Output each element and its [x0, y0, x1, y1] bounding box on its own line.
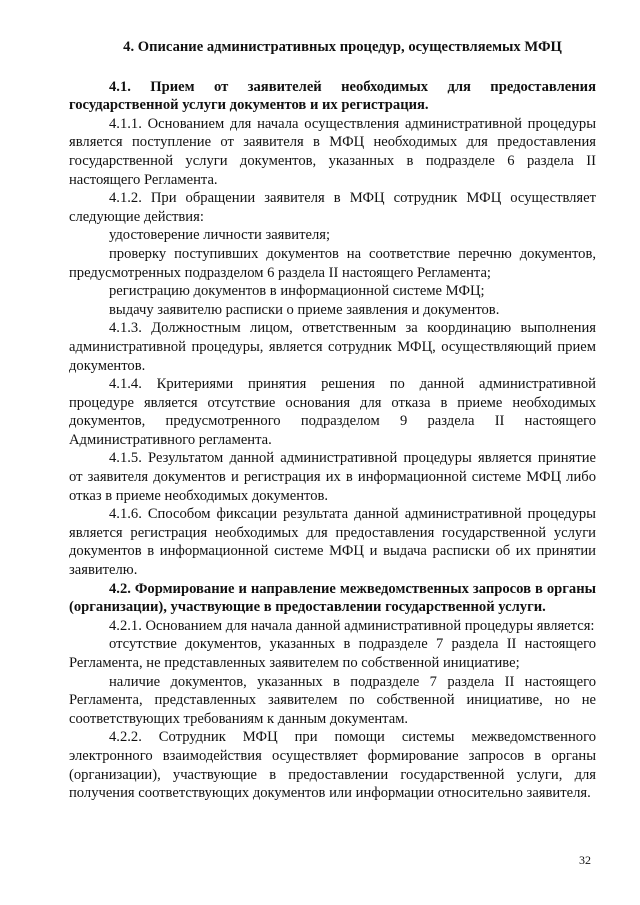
paragraph-item-2: проверку поступивших документов на соответствие перечню документов, предусмотренных подразделом 6 раздела II настоящего Регламента; — [69, 245, 596, 281]
paragraph-4-2: 4.2. Формирование и направление межведомственных запросов в органы (организации), участвующие в предоставлении государственной услуги. — [69, 580, 596, 616]
document-body — [69, 78, 596, 803]
paragraph-4-1: 4.1. Прием от заявителей необходимых для предоставления государственной услуги документов и их регистрация. — [69, 78, 596, 114]
document-page — [69, 38, 596, 803]
paragraph-4-2-1: 4.2.1. Основанием для начала данной административной процедуры является: — [109, 617, 595, 634]
paragraph-item-4: выдачу заявителю расписки о приеме заявления и документов. — [109, 301, 500, 318]
paragraph-4-1-2: 4.1.2. При обращении заявителя в МФЦ сотрудник МФЦ осуществляет следующие действия: — [69, 190, 596, 225]
page-number: 32 — [579, 853, 591, 867]
paragraph-4-1-3: 4.1.3. Должностным лицом, ответственным за координацию выполнения административной процедуры, является сотрудник МФЦ, осуществляющий прием документов. — [69, 320, 596, 374]
section-heading: 4. Описание административных процедур, осуществляемых МФЦ — [123, 39, 562, 55]
paragraph-4-1-5: 4.1.5. Результатом данной административной процедуры является принятие от заявителя документов и регистрация их в информационной системе МФЦ либо отказ в приеме необходимых документов. — [69, 450, 596, 504]
paragraph-4-1-6: 4.1.6. Способом фиксации результата данной административной процедуры является регистрация необходимых для предоставления государственной услуги документов в информационной системе МФЦ и выдача расписки об их принятии заявителю. — [69, 506, 596, 579]
paragraph-item-1: удостоверение личности заявителя; — [109, 227, 331, 244]
paragraph-4-2-2: 4.2.2. Сотрудник МФЦ при помощи системы межведомственного электронного взаимодействия осуществляет формирование запросов в органы (организации), участвующие в предоставлении государственной услуги, для получения соответствующих документов или информации относительно заявителя. — [69, 729, 596, 802]
paragraph-4-1-4: 4.1.4. Критериями принятия решения по данной административной процедуре является отсутствие основания для отказа в приеме необходимых документов, предусмотренного подразделом 9 раздела II настоящего Административного регламента. — [69, 376, 596, 448]
paragraph-4-1-1: 4.1.1. Основанием для начала осуществления административной процедуры является поступление от заявителя в МФЦ необходимых для предоставления государственной услуги документов, указанных в подразделе 6 раздела II настоящего Регламента. — [69, 115, 596, 188]
paragraph-item-3: регистрацию документов в информационной системе МФЦ; — [109, 283, 485, 300]
paragraph-item-5: отсутствие документов, указанных в подразделе 7 раздела II настоящего Регламента, не представленных заявителем по собственной инициативе; — [69, 636, 596, 671]
paragraph-item-6: наличие документов, указанных в подразделе 7 раздела II настоящего Регламента, представленных заявителем по собственной инициативе, но не соответствующих требованиям к данным документам. — [69, 673, 596, 727]
